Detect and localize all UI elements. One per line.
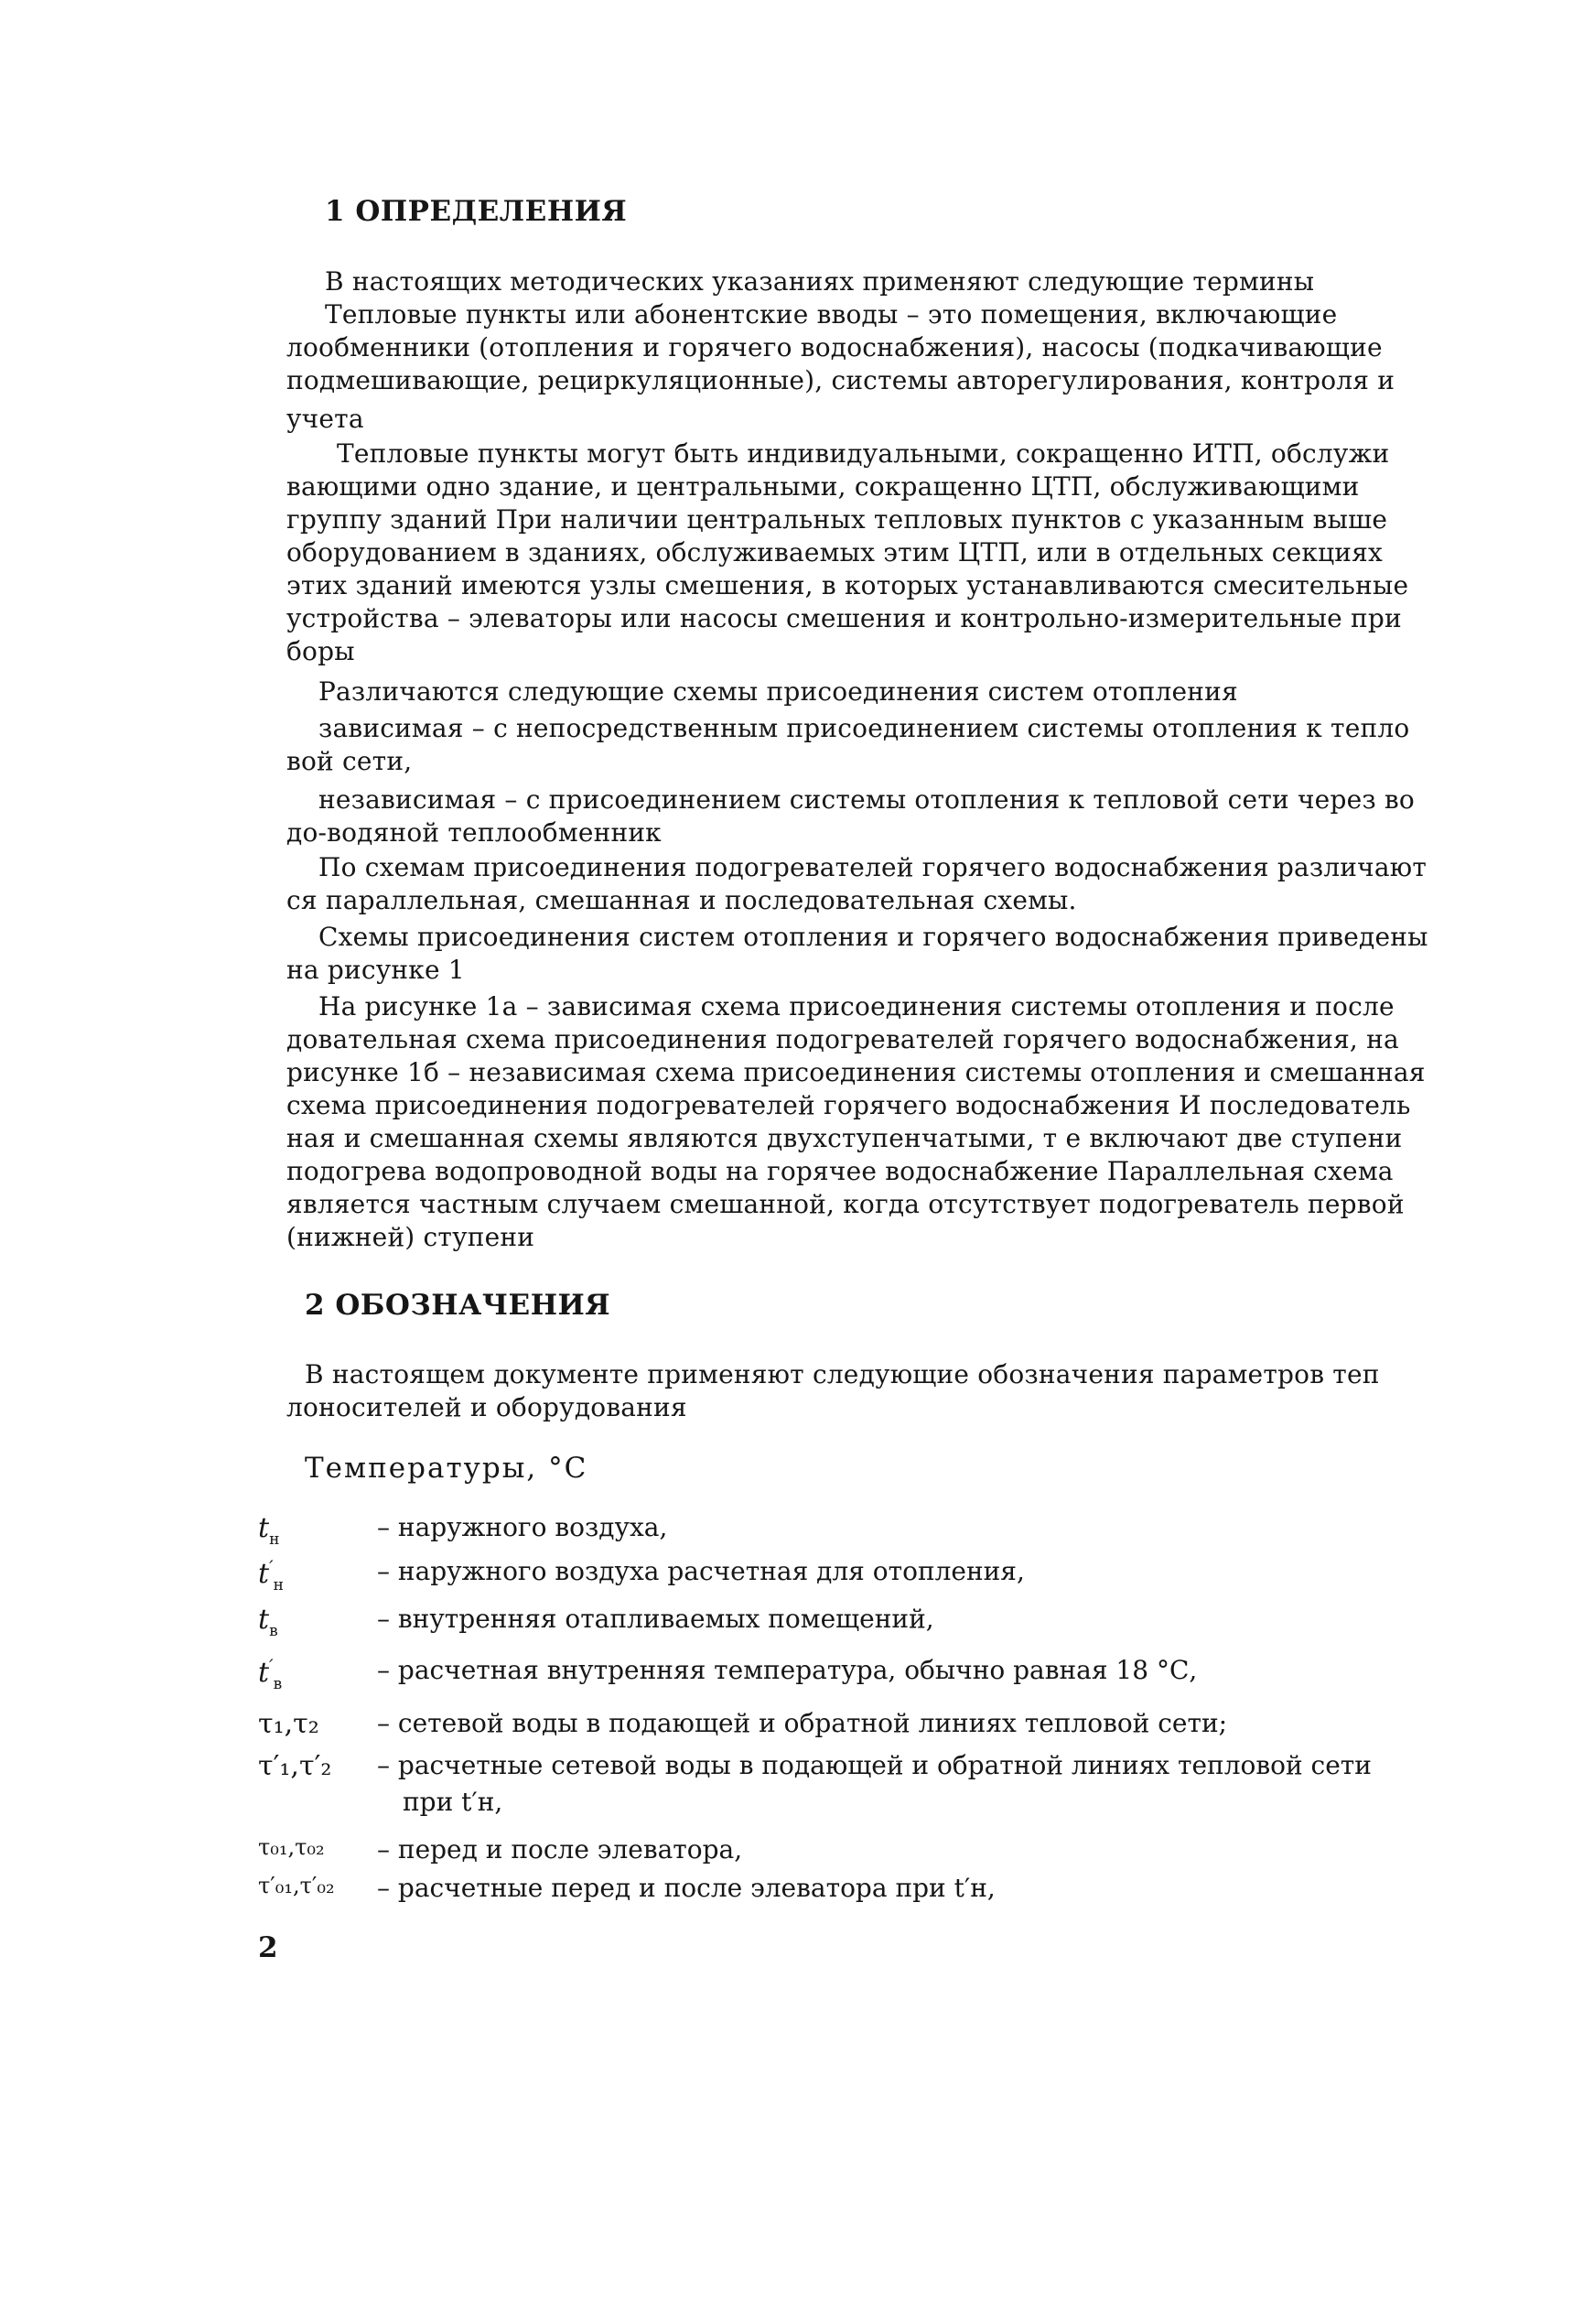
symbol-t-n: $t_н$ (258, 1512, 280, 1549)
text-line: на рисунке 1 (286, 955, 465, 985)
text-line: этих зданий имеются узлы смешения, в которых устанавливаются смесительные (286, 570, 1409, 600)
symbol-definition: – расчетная внутренняя температура, обычно равная 18 °С, (377, 1655, 1198, 1685)
text-line: учета (286, 404, 364, 434)
symbol-definition: – наружного воздуха, (377, 1512, 668, 1542)
text-line: подогрева водопроводной воды на горячее водоснабжение Параллельная схема (286, 1156, 1394, 1186)
intro-line: лоносителей и оборудования (286, 1392, 687, 1422)
text-line: независимая – с присоединением системы отопления к тепловой сети через во (318, 784, 1415, 815)
text-line: Тепловые пункты могут быть индивидуальными, сокращенно ИТП, обслужи (337, 438, 1390, 469)
text-line: оборудованием в зданиях, обслуживаемых этим ЦТП, или в отдельных секциях (286, 537, 1384, 567)
intro-line: В настоящем документе применяют следующие обозначения параметров теп (305, 1359, 1380, 1389)
text-line: схема присоединения подогревателей горячего водоснабжения И последователь (286, 1090, 1411, 1120)
symbol-definition-continuation: при t′н, (403, 1787, 503, 1817)
text-line: ся параллельная, смешанная и последовательная схемы. (286, 885, 1077, 915)
symbol-definition: – наружного воздуха расчетная для отопления, (377, 1556, 1025, 1586)
section-2-title: 2 ОБОЗНАЧЕНИЯ (305, 1289, 611, 1322)
page-number: 2 (258, 1931, 278, 1964)
text-line: Схемы присоединения систем отопления и горячего водоснабжения приведены (318, 922, 1428, 952)
text-line: до-водяной теплообменник (286, 817, 662, 848)
text-line: довательная схема присоединения подогревателей горячего водоснабжения, на (286, 1024, 1399, 1054)
symbol-t-v: $t_в$ (258, 1604, 278, 1640)
text-line: устройства – элеваторы или насосы смешения и контрольно-измерительные при (286, 603, 1402, 633)
symbol-definition: – расчетные перед и после элеватора при t′н, (377, 1873, 996, 1903)
symbol-definition: – расчетные сетевой воды в подающей и обратной линиях тепловой сети (377, 1750, 1372, 1780)
text-line: ная и смешанная схемы являются двухступенчатыми, т е включают две ступени (286, 1123, 1403, 1153)
temperatures-subtitle: Температуры, °С (305, 1452, 588, 1485)
text-line: вающими одно здание, и центральными, сокращенно ЦТП, обслуживающими (286, 471, 1360, 502)
symbol-t-v-prime: $t'_в$ (258, 1655, 283, 1693)
text-line: группу зданий При наличии центральных тепловых пунктов с указанным выше (286, 504, 1388, 535)
symbol-tau-1-2-prime: τ′₁,τ′₂ (258, 1750, 332, 1782)
text-line: зависимая – с непосредственным присоединением системы отопления к тепло (318, 713, 1410, 743)
section-1-title: 1 ОПРЕДЕЛЕНИЯ (325, 195, 628, 228)
symbol-t-n-prime: $t'_н$ (258, 1556, 284, 1594)
text-line: боры (286, 636, 355, 666)
text-line: лообменники (отопления и горячего водоснабжения), насосы (подкачивающие (286, 332, 1383, 362)
text-line: По схемам присоединения подогревателей горячего водоснабжения различают (318, 852, 1428, 882)
symbol-definition: – перед и после элеватора, (377, 1834, 743, 1865)
symbol-tau-01-02-prime: τ′₀₁,τ′₀₂ (258, 1873, 335, 1898)
text-line: Тепловые пункты или абонентские вводы – это помещения, включающие (325, 299, 1338, 330)
symbol-definition: – сетевой воды в подающей и обратной линиях тепловой сети; (377, 1708, 1228, 1738)
text-line: В настоящих методических указаниях применяют следующие термины (325, 266, 1315, 297)
text-line: Различаются следующие схемы присоединения систем отопления (318, 676, 1238, 707)
symbol-tau-1-2: τ₁,τ₂ (258, 1708, 319, 1740)
text-line: подмешивающие, рециркуляционные), системы авторегулирования, контроля и (286, 365, 1395, 395)
text-line: является частным случаем смешанной, когда отсутствует подогреватель первой (286, 1189, 1405, 1219)
symbol-tau-01-02: τ₀₁,τ₀₂ (258, 1834, 325, 1860)
symbol-definition: – внутренняя отапливаемых помещений, (377, 1604, 934, 1634)
text-line: вой сети, (286, 746, 413, 776)
text-line: На рисунке 1а – зависимая схема присоединения системы отопления и после (318, 991, 1395, 1021)
text-line: рисунке 1б – независимая схема присоединения системы отопления и смешанная (286, 1057, 1426, 1087)
text-line: (нижней) ступени (286, 1222, 535, 1252)
